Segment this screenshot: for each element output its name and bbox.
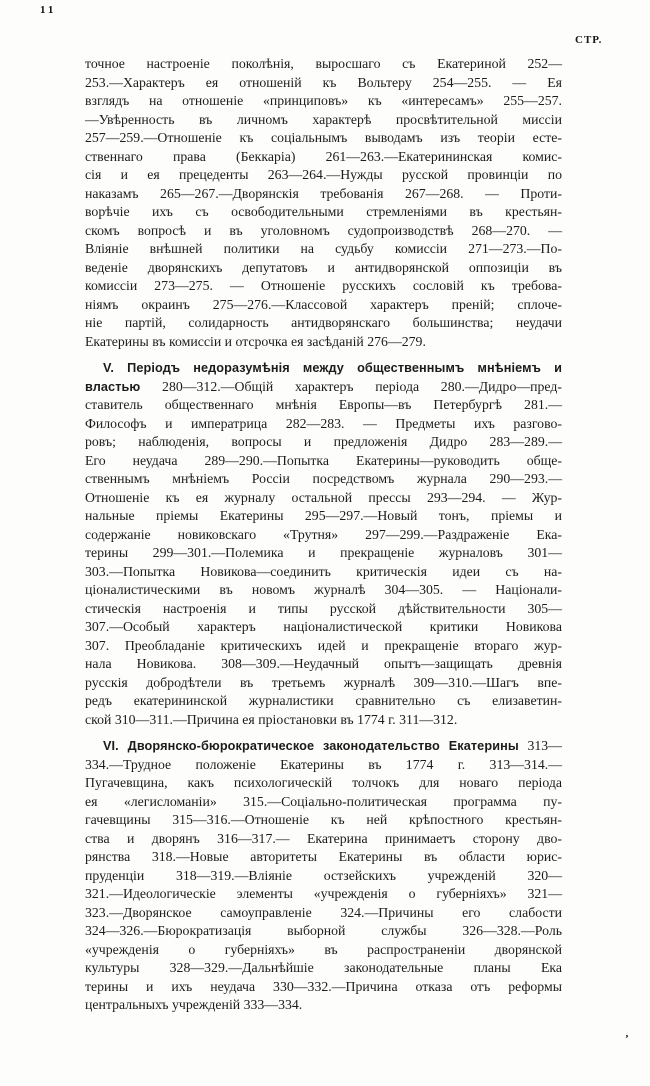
- page-folio-number: 11: [40, 4, 57, 16]
- toc-line: [85, 55, 562, 74]
- toc-text-run: «учрежденія о губерніяхъ» въ распространеніи дворянской: [85, 941, 562, 957]
- toc-line: [85, 259, 562, 278]
- toc-text-block: [85, 55, 562, 1015]
- toc-text-run: ства и дворянъ 316—317.— Екатерина принимаетъ сторону дво-: [85, 830, 562, 846]
- chapter-heading-run: VI. Дворянско-бюрократическое законодательство Екатерины: [103, 739, 519, 753]
- toc-text-run: ственнымъ мнѣніемъ Россіи посредствомъ журнала 290—293.—: [85, 471, 562, 486]
- toc-paragraph: [85, 55, 562, 351]
- toc-text-run: Вліяніе внѣшней политики на судьбу комиссіи 271—273.—По-: [85, 241, 562, 256]
- toc-text-run: 307.—Особый характеръ націоналистической критики Новикова: [85, 619, 562, 634]
- toc-line: [85, 867, 562, 886]
- toc-line: [85, 92, 562, 111]
- toc-text-run: нала Новикова. 308—309.—Неудачный опытъ—защищать древнія: [85, 656, 562, 671]
- toc-text-run: гачевщины 315—316.—Отношеніе къ ней крѣпостного крестьян-: [85, 812, 562, 827]
- toc-line: [85, 756, 562, 775]
- toc-line: [85, 378, 562, 397]
- toc-text-run: Отношеніе къ ея журналу остальной прессы 293—294. — Жур-: [85, 489, 562, 505]
- toc-line: [85, 600, 562, 619]
- toc-text-run: Екатерины въ комиссіи и отсрочка ея засѣданій 276—279.: [85, 333, 426, 349]
- toc-line: [85, 470, 562, 489]
- toc-line: [85, 396, 562, 415]
- toc-line: [85, 793, 562, 812]
- toc-line: [85, 692, 562, 711]
- toc-text-run: рянства 318.—Новые авторитеты Екатерины въ области юрис-: [85, 849, 562, 864]
- toc-line: [85, 830, 562, 849]
- toc-line: [85, 433, 562, 452]
- toc-text-run: редъ екатерининской журналистики сравнительно съ елизаветин-: [85, 693, 562, 708]
- toc-text-run: веденіе дворянскихъ депутатовъ и антидворянской оппозиціи въ: [85, 259, 562, 275]
- toc-text-run: центральныхъ учрежденій 333—334.: [85, 997, 303, 1012]
- toc-text-run: нальные пріемы Екатерины 295—297.—Новый тонъ, пріемы и: [85, 508, 562, 523]
- toc-text-run: Философъ и императрица 282—283. — Предметы ихъ разгово-: [85, 415, 562, 431]
- toc-line: [85, 774, 562, 793]
- toc-line: [85, 885, 562, 904]
- toc-text-run: терины 299—301.—Полемика и прекращеніе журналовъ 301—: [85, 545, 562, 560]
- toc-line: [85, 129, 562, 148]
- chapter-heading-run: властью: [85, 379, 141, 394]
- toc-text-run: ніе партій, солидарность антидворянскаго большинства; неудачи: [85, 315, 562, 330]
- toc-line: [85, 544, 562, 563]
- toc-text-run: сія и ея прецеденты 263—264.—Нужды русской провинціи по: [85, 167, 562, 182]
- toc-text-run: комиссіи 273—275. — Отношеніе русскихъ сословій къ требова-: [85, 278, 562, 293]
- toc-line: [85, 941, 562, 960]
- toc-line: [85, 333, 562, 352]
- toc-text-run: ровъ; наблюденія, вопросы и предложенія Дидро 283—289.—: [85, 434, 562, 449]
- toc-line: [85, 359, 562, 378]
- toc-line: [85, 737, 562, 756]
- toc-text-run: пруденціи 318—319.—Вліяніе остзейскихъ учрежденій 320—: [85, 867, 562, 883]
- toc-text-run: 321.—Идеологическіе элементы «учрежденія о губерніяхъ» 321—: [85, 886, 562, 901]
- toc-line: [85, 74, 562, 93]
- toc-line: [85, 618, 562, 637]
- chapter-heading-run: V. Періодъ недоразумѣнія между общественнымъ мнѣніемъ и: [103, 361, 562, 375]
- toc-line: [85, 203, 562, 222]
- toc-line: [85, 452, 562, 471]
- toc-line: [85, 655, 562, 674]
- toc-text-run: культуры 328—329.—Дальнѣйшіе законодательные планы Ека: [85, 960, 562, 975]
- toc-text-run: ворѣчіе ихъ съ освободительными стремленіями въ крестьян-: [85, 204, 562, 219]
- toc-text-run: 323.—Дворянское самоуправленіе 324.—Причины его слабости: [85, 904, 562, 920]
- toc-text-run: русскія добродѣтели въ третьемъ журналѣ 309—310.—Шагъ впе-: [85, 674, 562, 690]
- toc-line: [85, 507, 562, 526]
- toc-text-run: стическія настроенія и типы русской дѣйствительности 305—: [85, 600, 562, 616]
- toc-line: [85, 314, 562, 333]
- toc-text-run: терины и ихъ неудача 330—332.—Причина отказа отъ реформы: [85, 978, 562, 994]
- toc-line: [85, 222, 562, 241]
- toc-line: [85, 148, 562, 167]
- toc-text-run: Пугачевщина, какъ психологическій толчокъ для новаго періода: [85, 775, 562, 790]
- toc-text-run: ніямъ окраинъ 275—276.—Классовой характеръ преній; сплоче-: [85, 296, 562, 312]
- toc-text-run: ской 310—311.—Причина ея пріостановки въ 1774 г. 311—312.: [85, 711, 458, 727]
- toc-text-run: 307. Преобладаніе критическихъ идей и прекращеніе втораго жур-: [85, 637, 562, 653]
- toc-text-run: ціоналистическими въ новомъ журналѣ 304—305. — Націонали-: [85, 582, 562, 597]
- toc-line: [85, 978, 562, 997]
- toc-text-run: 334.—Трудное положеніе Екатерины въ 1774 г. 313—314.—: [85, 756, 562, 772]
- toc-text-run: 303.—Попытка Новикова—соединить критическія идеи съ на-: [85, 563, 562, 579]
- toc-line: [85, 581, 562, 600]
- toc-line: [85, 526, 562, 545]
- toc-text-run: 313—: [518, 738, 562, 753]
- toc-line: [85, 848, 562, 867]
- toc-text-run: 280—312.—Общій характеръ періода 280.—Дидро—пред-: [140, 378, 562, 394]
- toc-text-run: Его неудача 289—290.—Попытка Екатерины—руководить обще-: [85, 452, 562, 468]
- toc-line: [85, 811, 562, 830]
- toc-text-run: наказамъ 265—267.—Дворянскія требованія 267—268. — Проти-: [85, 185, 562, 201]
- toc-line: [85, 904, 562, 923]
- toc-line: [85, 296, 562, 315]
- toc-line: [85, 240, 562, 259]
- toc-line: [85, 637, 562, 656]
- toc-text-run: содержаніе новиковскаго «Трутня» 297—299.—Раздраженіе Ека-: [85, 526, 562, 542]
- toc-line: [85, 674, 562, 693]
- toc-line: [85, 415, 562, 434]
- toc-line: [85, 111, 562, 130]
- toc-line: [85, 563, 562, 582]
- toc-text-run: точное настроеніе поколѣнія, выросшаго съ Екатериной 252—: [85, 56, 562, 71]
- toc-paragraph: [85, 737, 562, 1015]
- toc-line: [85, 489, 562, 508]
- page-column-header: СТР.: [575, 34, 603, 46]
- toc-text-run: 324—326.—Бюрократизація выборной службы 326—328.—Роль: [85, 923, 562, 938]
- scan-speck-mark: ’: [625, 1033, 629, 1045]
- toc-line: [85, 996, 562, 1015]
- toc-line: [85, 166, 562, 185]
- toc-text-run: скомъ вопросѣ и въ уголовномъ судопроизводствѣ 268—270. —: [85, 222, 562, 238]
- toc-line: [85, 277, 562, 296]
- toc-line: [85, 185, 562, 204]
- toc-text-run: ственнаго права (Беккаріа) 261—263.—Екатерининская комис-: [85, 148, 562, 164]
- toc-line: [85, 922, 562, 941]
- toc-text-run: 257—259.—Отношеніе къ соціальнымъ выводамъ изъ теоріи есте-: [85, 130, 562, 145]
- toc-line: [85, 711, 562, 730]
- toc-line: [85, 959, 562, 978]
- toc-text-run: 253.—Характеръ ея отношеній къ Вольтеру 254—255. — Ея: [85, 74, 562, 90]
- toc-paragraph: [85, 359, 562, 729]
- toc-text-run: —Увѣренность въ личномъ характерѣ просвѣтительной миссіи: [85, 111, 562, 127]
- toc-text-run: ея «легисломаніи» 315.—Соціально-политическая программа пу-: [85, 793, 562, 809]
- toc-text-run: ставитель общественнаго мнѣнія Европы—въ Петербургѣ 281.—: [85, 397, 562, 412]
- toc-text-run: взглядъ на отношеніе «принциповъ» къ «интересамъ» 255—257.: [85, 93, 562, 108]
